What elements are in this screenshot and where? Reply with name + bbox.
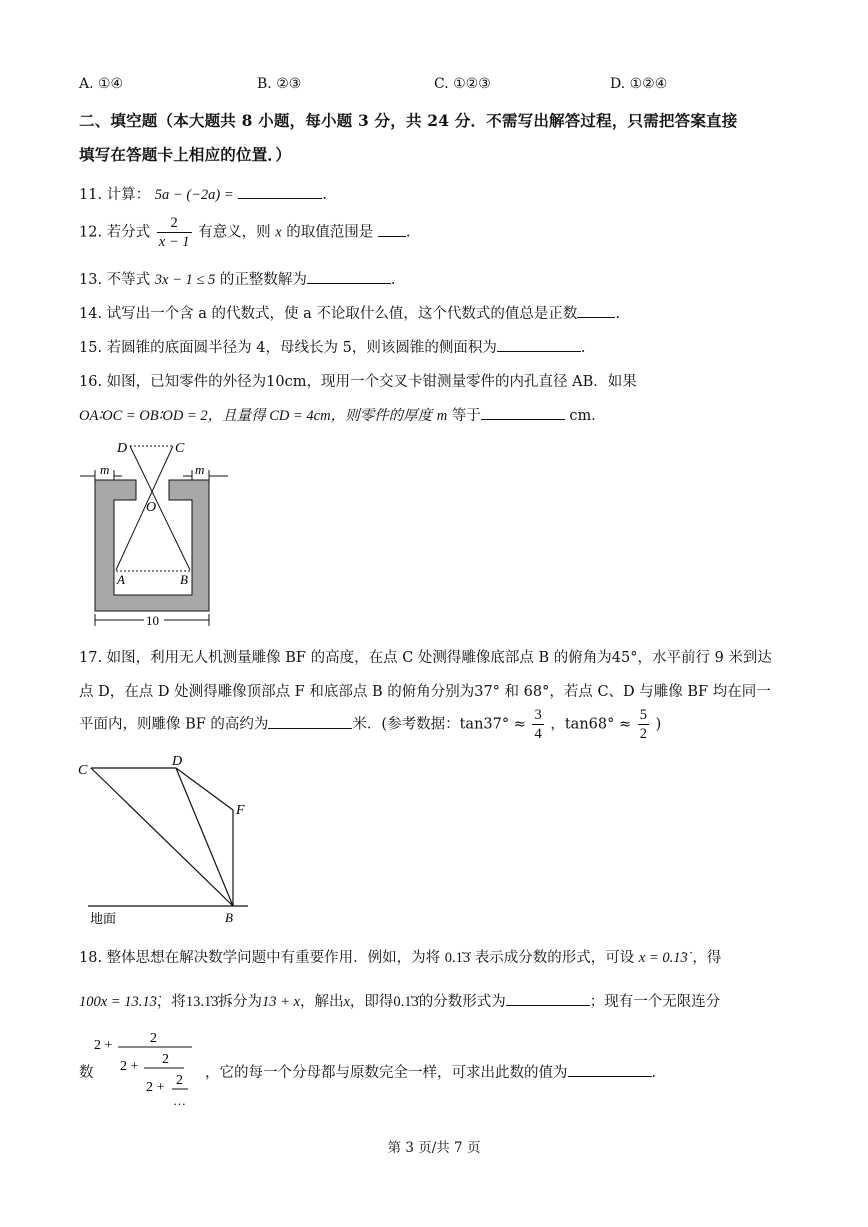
- q17-f1-denominator: 4: [534, 726, 542, 742]
- q14-end: .: [615, 306, 621, 322]
- q14-text: 14. 试写出一个含 a 的代数式，使 a 不论取什么值，这个代数式的值总是正数: [79, 306, 578, 322]
- q18-text-fraction-form: 的分数形式为: [418, 994, 506, 1010]
- q12-answer-blank[interactable]: [378, 222, 406, 237]
- width-label: 10: [146, 613, 159, 628]
- q12-end: .: [405, 224, 411, 241]
- label-d: D: [172, 754, 183, 769]
- q17-f1-numerator: 3: [534, 707, 542, 723]
- label-b: B: [180, 572, 188, 587]
- q14-answer-blank[interactable]: [577, 303, 615, 318]
- option-c: C. ①②③: [434, 76, 491, 92]
- q17-figure: [76, 752, 256, 930]
- question-18-line1: [79, 946, 721, 967]
- cf-level1-numerator: 2: [150, 1031, 157, 1046]
- cf-level3-plus: 2 +: [146, 1080, 165, 1095]
- page-footer: 第 3 页/共 7 页: [387, 1140, 481, 1156]
- question-15: [79, 336, 585, 357]
- q12-middle: 有意义，则: [198, 224, 271, 241]
- q17-fraction-3-4: [532, 706, 543, 743]
- label-b: B: [225, 910, 233, 925]
- q18-text-get: ，即得: [349, 994, 394, 1010]
- cf-level2-plus: 2 +: [120, 1059, 139, 1074]
- q18-continued-fraction: [92, 1024, 202, 1110]
- option-d: D. ①②④: [610, 76, 668, 92]
- q18-decimal-13: 13.1̇3̇: [185, 994, 219, 1010]
- q18-text-solve: ，解出: [299, 994, 344, 1010]
- q16-line2-equals: 等于: [451, 408, 481, 424]
- q17-ref-tan37: 米．(参考数据：tan37° ≈: [352, 716, 526, 733]
- caliper-arm-ca: [116, 446, 173, 570]
- q15-end: .: [580, 340, 586, 356]
- cf-ellipsis: …: [173, 1093, 186, 1108]
- q16-figure: [78, 432, 238, 632]
- q16-unit: cm．: [569, 408, 606, 424]
- question-17-line3: [79, 706, 661, 743]
- q18-text-split: 拆分为: [218, 994, 262, 1010]
- q13-expression: 3x − 1 ≤ 5: [154, 272, 216, 288]
- label-o: O: [146, 500, 157, 515]
- q15-answer-blank[interactable]: [497, 337, 581, 352]
- q18-text-continued: ；现有一个无限连分: [589, 994, 721, 1010]
- q13-prefix: 13. 不等式: [79, 272, 151, 288]
- q11-expression: 5a − (−2a) =: [154, 187, 234, 203]
- q16-variable-m: m: [436, 408, 448, 424]
- q17-ref-tan68: ，tan68° ≈: [550, 716, 632, 733]
- question-14: [79, 302, 620, 323]
- question-18-line2: [79, 990, 720, 1011]
- question-18-line3: [205, 1061, 656, 1082]
- q17-close-paren: ): [655, 716, 662, 733]
- cf-level3-numerator: 2: [176, 1073, 183, 1088]
- q16-answer-blank[interactable]: [481, 405, 565, 420]
- q18-text-jiang: ，将: [156, 994, 186, 1010]
- q18-let-x: x = 0.1̇3̇: [638, 950, 688, 966]
- question-17-line2: 点 D，在点 D 处测得雕像顶部点 F 和底部点 B 的俯角分别为37° 和 68°，若点 C、D 与雕像 BF 均在同一: [79, 684, 771, 700]
- question-16-line2: [79, 404, 606, 425]
- question-12: [79, 214, 411, 251]
- q17-f2-numerator: 5: [639, 707, 647, 723]
- q17-f2-denominator: 2: [639, 726, 647, 742]
- q18-decimal-again: 0.1̇3̇: [393, 994, 419, 1010]
- q18-line3-text: ，它的每一个分母都与原数完全一样，可求出此数的值为: [205, 1065, 568, 1081]
- q18-13-plus-x: 13 + x: [261, 994, 300, 1010]
- cf-level1-plus: 2 +: [94, 1038, 113, 1053]
- section-heading-line2: 填写在答题卡上相应的位置．）: [79, 145, 292, 164]
- label-c: C: [175, 441, 185, 456]
- q11-prefix: 11. 计算：: [79, 187, 151, 203]
- question-13: [79, 268, 395, 289]
- q18-answer-blank-1[interactable]: [506, 991, 590, 1006]
- cf-level2-numerator: 2: [162, 1052, 169, 1067]
- cb-line: [91, 768, 233, 906]
- q18-word-shu: 数: [79, 1065, 94, 1081]
- label-a: A: [117, 572, 125, 587]
- label-f: F: [236, 803, 245, 818]
- q12-prefix: 12. 若分式: [79, 224, 151, 241]
- q18-variable-x: x: [343, 994, 350, 1010]
- q13-end: .: [390, 272, 396, 288]
- q12-fraction-numerator: 2: [157, 214, 192, 233]
- q11-suffix: .: [322, 187, 327, 203]
- q18-line1-text2: 表示成分数的形式，可设: [474, 950, 635, 966]
- q18-end: .: [651, 1065, 657, 1081]
- label-m-left: m: [100, 462, 110, 477]
- ground-label: 地面: [90, 911, 117, 926]
- q17-fraction-5-2: [638, 706, 649, 743]
- q13-answer-blank[interactable]: [307, 269, 391, 284]
- caliper-arm-db: [130, 446, 190, 570]
- q18-repeating-decimal: 0.1̇3̇: [444, 950, 471, 966]
- q17-answer-blank[interactable]: [268, 714, 352, 729]
- q12-fraction: [157, 214, 192, 251]
- q12-variable: x: [275, 224, 282, 241]
- label-c: C: [78, 763, 88, 778]
- question-17-line1: 17. 如图，利用无人机测量雕像 BF 的高度，在点 C 处测得雕像底部点 B 的俯角为45°，水平前行 9 米到达: [79, 650, 772, 666]
- q16-line2-text: OA∶OC = OB∶OD = 2，且量得 CD = 4cm，则零件的厚度: [79, 408, 433, 424]
- q18-100x: 100x = 13.1̇3̇: [79, 994, 157, 1010]
- q12-suffix: 的取值范围是: [286, 224, 374, 241]
- question-11: [79, 183, 327, 204]
- q12-fraction-denominator: x − 1: [158, 234, 190, 250]
- section-heading-line1: 二、填空题（本大题共 8 小题，每小题 3 分，共 24 分．不需写出解答过程，只需把答案直接: [79, 111, 738, 130]
- question-16-line1: 16. 如图，已知零件的外径为10cm，现用一个交叉卡钳测量零件的内孔直径 AB．如果: [79, 374, 637, 390]
- q11-answer-blank[interactable]: [238, 184, 322, 199]
- q18-line1-text: 18. 整体思想在解决数学问题中有重要作用．例如，为将: [79, 950, 441, 966]
- q15-text: 15. 若圆锥的底面圆半径为 4，母线长为 5，则该圆锥的侧面积为: [79, 340, 497, 356]
- label-d: D: [117, 441, 128, 456]
- q13-suffix: 的正整数解为: [219, 272, 307, 288]
- option-b: B. ②③: [257, 76, 302, 92]
- option-a: A. ①④: [79, 76, 124, 92]
- q17-line3-text: 平面内，则雕像 BF 的高约为: [79, 716, 269, 733]
- q18-answer-blank-2[interactable]: [568, 1062, 652, 1077]
- q18-line1-text3: ，得: [692, 950, 722, 966]
- label-m-right: m: [195, 462, 205, 477]
